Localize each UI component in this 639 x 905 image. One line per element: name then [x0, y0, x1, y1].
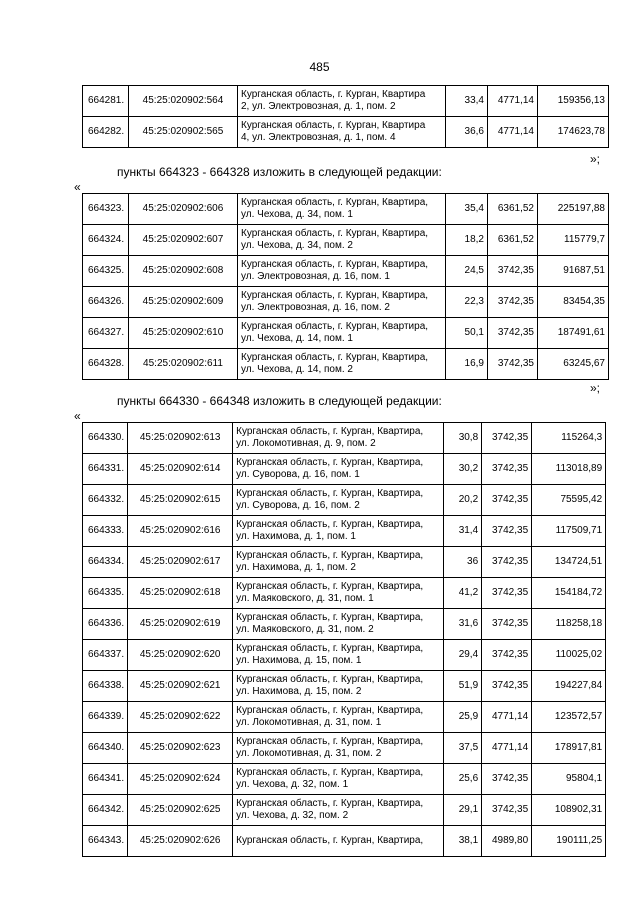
price-cell: 3742,35	[488, 287, 538, 318]
address-cell	[238, 287, 446, 318]
address-line-1: Курганская область, г. Курган, Квартира,	[236, 457, 424, 468]
area-cell: 51,9	[444, 671, 482, 702]
total-cell: 115779,7	[538, 225, 609, 256]
area-cell: 16,9	[446, 349, 488, 380]
cadastral-number-cell: 45:25:020902:564	[129, 86, 238, 117]
price-cell: 6361,52	[488, 194, 538, 225]
price-cell: 4989,80	[482, 826, 532, 857]
table-row	[83, 516, 606, 547]
table-row	[83, 640, 606, 671]
address-line-1: Курганская область, г. Курган, Квартира	[241, 89, 426, 100]
cadastral-number-cell: 45:25:020902:565	[129, 117, 238, 148]
total-cell: 117509,71	[532, 516, 606, 547]
cadastral-number-cell: 45:25:020902:626	[128, 826, 233, 857]
address-line-2: ул. Чехова, д. 14, пом. 2	[241, 364, 353, 375]
area-cell: 36,6	[446, 117, 488, 148]
cadastral-number-cell: 45:25:020902:625	[128, 795, 233, 826]
cadastral-number-cell: 45:25:020902:607	[129, 225, 238, 256]
address-cell	[233, 764, 444, 795]
address-line-1: Курганская область, г. Курган, Квартира,	[236, 767, 424, 778]
item-number-cell: 664326.	[83, 287, 129, 318]
cadastral-number-cell: 45:25:020902:624	[128, 764, 233, 795]
table-section-1	[82, 85, 609, 148]
address-line-1: Курганская область, г. Курган, Квартира,	[236, 798, 424, 809]
price-cell: 4771,14	[482, 733, 532, 764]
area-cell: 25,6	[444, 764, 482, 795]
table-row	[83, 86, 609, 117]
table-row	[83, 733, 606, 764]
item-number-cell: 664333.	[83, 516, 128, 547]
address-line-2: 2, ул. Электровозная, д. 1, пом. 2	[241, 101, 396, 112]
total-cell: 178917,81	[532, 733, 606, 764]
table-row	[83, 256, 609, 287]
table-row	[83, 826, 606, 857]
item-number-cell: 664324.	[83, 225, 129, 256]
price-cell: 4771,14	[482, 702, 532, 733]
area-cell: 18,2	[446, 225, 488, 256]
table-row	[83, 485, 606, 516]
area-cell: 33,4	[446, 86, 488, 117]
item-number-cell: 664332.	[83, 485, 128, 516]
price-cell: 3742,35	[482, 640, 532, 671]
cadastral-number-cell: 45:25:020902:611	[129, 349, 238, 380]
address-cell	[238, 225, 446, 256]
cadastral-number-cell: 45:25:020902:609	[129, 287, 238, 318]
address-line-2: ул. Локомотивная, д. 31, пом. 2	[236, 748, 382, 759]
address-line-2: ул. Нахимова, д. 1, пом. 1	[236, 531, 356, 542]
area-cell: 50,1	[446, 318, 488, 349]
address-cell	[233, 485, 444, 516]
cadastral-number-cell: 45:25:020902:615	[128, 485, 233, 516]
address-cell	[238, 86, 446, 117]
total-cell: 75595,42	[532, 485, 606, 516]
cadastral-number-cell: 45:25:020902:618	[128, 578, 233, 609]
address-cell	[238, 256, 446, 287]
address-cell	[238, 318, 446, 349]
item-number-cell: 664281.	[83, 86, 129, 117]
table-section-2	[82, 193, 609, 380]
item-number-cell: 664336.	[83, 609, 128, 640]
address-line-1: Курганская область, г. Курган, Квартира,	[236, 519, 424, 530]
address-line-1: Курганская область, г. Курган, Квартира,	[236, 612, 424, 623]
price-cell: 3742,35	[488, 318, 538, 349]
address-line-2: ул. Маяковского, д. 31, пом. 1	[236, 593, 374, 604]
close-quote-1: »;	[590, 152, 601, 166]
price-cell: 3742,35	[482, 423, 532, 454]
table-row	[83, 194, 609, 225]
area-cell: 36	[444, 547, 482, 578]
total-cell: 174623,78	[538, 117, 609, 148]
address-line-2: ул. Суворова, д. 16, пом. 1	[236, 469, 360, 480]
address-cell	[238, 117, 446, 148]
table-row	[83, 764, 606, 795]
total-cell: 115264,3	[532, 423, 606, 454]
total-cell: 83454,35	[538, 287, 609, 318]
table-row	[83, 609, 606, 640]
close-quote-2: »;	[590, 381, 601, 395]
total-cell: 134724,51	[532, 547, 606, 578]
address-cell	[233, 733, 444, 764]
area-cell: 30,8	[444, 423, 482, 454]
area-cell: 22,3	[446, 287, 488, 318]
address-cell	[233, 516, 444, 547]
address-line-2: ул. Электровозная, д. 16, пом. 2	[241, 302, 390, 313]
cadastral-number-cell: 45:25:020902:613	[128, 423, 233, 454]
address-cell	[233, 702, 444, 733]
table-row	[83, 671, 606, 702]
page-number: 485	[309, 60, 330, 74]
address-line-1: Курганская область, г. Курган, Квартира,	[236, 488, 424, 499]
price-cell: 3742,35	[488, 349, 538, 380]
address-line-1: Курганская область, г. Курган, Квартира,	[236, 643, 424, 654]
address-cell	[233, 795, 444, 826]
address-line-1: Курганская область, г. Курган, Квартира,	[241, 228, 429, 239]
table-row	[83, 423, 606, 454]
table-row	[83, 795, 606, 826]
address-cell	[233, 609, 444, 640]
total-cell: 187491,61	[538, 318, 609, 349]
address-line-1: Курганская область, г. Курган, Квартира,	[241, 259, 429, 270]
area-cell: 31,6	[444, 609, 482, 640]
total-cell: 63245,67	[538, 349, 609, 380]
table-row	[83, 454, 606, 485]
area-cell: 41,2	[444, 578, 482, 609]
area-cell: 38,1	[444, 826, 482, 857]
address-cell	[238, 349, 446, 380]
address-line-1: Курганская область, г. Курган, Квартира,	[236, 705, 424, 716]
area-cell: 30,2	[444, 454, 482, 485]
item-number-cell: 664334.	[83, 547, 128, 578]
item-number-cell: 664335.	[83, 578, 128, 609]
open-quote-2: «	[74, 409, 81, 423]
total-cell: 113018,89	[532, 454, 606, 485]
address-line-2: ул. Суворова, д. 16, пом. 2	[236, 500, 360, 511]
total-cell: 95804,1	[532, 764, 606, 795]
price-cell: 4771,14	[488, 117, 538, 148]
address-line-2: ул. Чехова, д. 34, пом. 2	[241, 240, 353, 251]
item-number-cell: 664325.	[83, 256, 129, 287]
address-cell	[233, 640, 444, 671]
total-cell: 91687,51	[538, 256, 609, 287]
table-row	[83, 349, 609, 380]
total-cell: 118258,18	[532, 609, 606, 640]
address-line-1: Курганская область, г. Курган, Квартира,	[241, 321, 429, 332]
heading-2: пункты 664330 - 664348 изложить в следующей редакции:	[117, 394, 442, 408]
area-cell: 37,5	[444, 733, 482, 764]
area-cell: 24,5	[446, 256, 488, 287]
address-cell	[233, 578, 444, 609]
cadastral-number-cell: 45:25:020902:614	[128, 454, 233, 485]
total-cell: 154184,72	[532, 578, 606, 609]
cadastral-number-cell: 45:25:020902:620	[128, 640, 233, 671]
total-cell: 194227,84	[532, 671, 606, 702]
total-cell: 159356,13	[538, 86, 609, 117]
address-line-1: Курганская область, г. Курган, Квартира,	[236, 426, 424, 437]
area-cell: 31,4	[444, 516, 482, 547]
table-row	[83, 578, 606, 609]
total-cell: 190111,25	[532, 826, 606, 857]
cadastral-number-cell: 45:25:020902:608	[129, 256, 238, 287]
total-cell: 225197,88	[538, 194, 609, 225]
address-line-2: ул. Нахимова, д. 1, пом. 2	[236, 562, 356, 573]
price-cell: 3742,35	[482, 454, 532, 485]
address-line-2: ул. Нахимова, д. 15, пом. 2	[236, 686, 362, 697]
address-cell	[233, 547, 444, 578]
address-line-1: Курганская область, г. Курган, Квартира	[241, 120, 426, 131]
price-cell: 3742,35	[482, 764, 532, 795]
cadastral-number-cell: 45:25:020902:622	[128, 702, 233, 733]
total-cell: 110025,02	[532, 640, 606, 671]
item-number-cell: 664338.	[83, 671, 128, 702]
table-row	[83, 117, 609, 148]
item-number-cell: 664342.	[83, 795, 128, 826]
address-cell	[238, 194, 446, 225]
area-cell: 25,9	[444, 702, 482, 733]
cadastral-number-cell: 45:25:020902:617	[128, 547, 233, 578]
price-cell: 3742,35	[488, 256, 538, 287]
address-line-2: ул. Чехова, д. 32, пом. 1	[236, 779, 349, 790]
item-number-cell: 664331.	[83, 454, 128, 485]
item-number-cell: 664323.	[83, 194, 129, 225]
cadastral-number-cell: 45:25:020902:610	[129, 318, 238, 349]
table-row	[83, 225, 609, 256]
cadastral-number-cell: 45:25:020902:619	[128, 609, 233, 640]
address-line-2: ул. Чехова, д. 14, пом. 1	[241, 333, 353, 344]
address-line-1: Курганская область, г. Курган, Квартира,	[236, 550, 424, 561]
item-number-cell: 664282.	[83, 117, 129, 148]
address-line-2: ул. Маяковского, д. 31, пом. 2	[236, 624, 374, 635]
item-number-cell: 664341.	[83, 764, 128, 795]
price-cell: 3742,35	[482, 671, 532, 702]
address-line-2: ул. Чехова, д. 34, пом. 1	[241, 209, 353, 220]
area-cell: 29,1	[444, 795, 482, 826]
price-cell: 3742,35	[482, 485, 532, 516]
item-number-cell: 664327.	[83, 318, 129, 349]
table-row	[83, 318, 609, 349]
price-cell: 3742,35	[482, 795, 532, 826]
item-number-cell: 664339.	[83, 702, 128, 733]
address-cell	[233, 826, 444, 857]
item-number-cell: 664330.	[83, 423, 128, 454]
area-cell: 29,4	[444, 640, 482, 671]
item-number-cell: 664337.	[83, 640, 128, 671]
price-cell: 3742,35	[482, 547, 532, 578]
table-row	[83, 547, 606, 578]
address-line-2: ул. Электровозная, д. 16, пом. 1	[241, 271, 390, 282]
address-line-2: ул. Чехова, д. 32, пом. 2	[236, 810, 349, 821]
price-cell: 6361,52	[488, 225, 538, 256]
item-number-cell: 664343.	[83, 826, 128, 857]
price-cell: 3742,35	[482, 609, 532, 640]
table-row	[83, 702, 606, 733]
address-line-1: Курганская область, г. Курган, Квартира,	[241, 352, 429, 363]
price-cell: 3742,35	[482, 578, 532, 609]
address-line-1: Курганская область, г. Курган, Квартира,	[236, 581, 424, 592]
address-line-1: Курганская область, г. Курган, Квартира,	[236, 736, 424, 747]
address-line-2: ул. Нахимова, д. 15, пом. 1	[236, 655, 362, 666]
total-cell: 108902,31	[532, 795, 606, 826]
address-line-2: ул. Локомотивная, д. 31, пом. 1	[236, 717, 382, 728]
cadastral-number-cell: 45:25:020902:606	[129, 194, 238, 225]
cadastral-number-cell: 45:25:020902:623	[128, 733, 233, 764]
item-number-cell: 664340.	[83, 733, 128, 764]
address-line-2: ул. Локомотивная, д. 9, пом. 2	[236, 438, 376, 449]
cadastral-number-cell: 45:25:020902:621	[128, 671, 233, 702]
address-line-1: Курганская область, г. Курган, Квартира,	[236, 674, 424, 685]
address-line-1: Курганская область, г. Курган, Квартира,	[241, 197, 429, 208]
address-cell	[233, 423, 444, 454]
table-section-3	[82, 422, 606, 857]
cadastral-number-cell: 45:25:020902:616	[128, 516, 233, 547]
address-line-1: Курганская область, г. Курган, Квартира,	[241, 290, 429, 301]
address-line-2: 4, ул. Электровозная, д. 1, пом. 4	[241, 132, 396, 143]
area-cell: 35,4	[446, 194, 488, 225]
address-line-1: Курганская область, г. Курган, Квартира,	[236, 835, 424, 846]
price-cell: 3742,35	[482, 516, 532, 547]
open-quote-1: «	[74, 180, 81, 194]
item-number-cell: 664328.	[83, 349, 129, 380]
table-row	[83, 287, 609, 318]
address-cell	[233, 454, 444, 485]
address-cell	[233, 671, 444, 702]
price-cell: 4771,14	[488, 86, 538, 117]
heading-1: пункты 664323 - 664328 изложить в следующей редакции:	[117, 165, 442, 179]
total-cell: 123572,57	[532, 702, 606, 733]
area-cell: 20,2	[444, 485, 482, 516]
